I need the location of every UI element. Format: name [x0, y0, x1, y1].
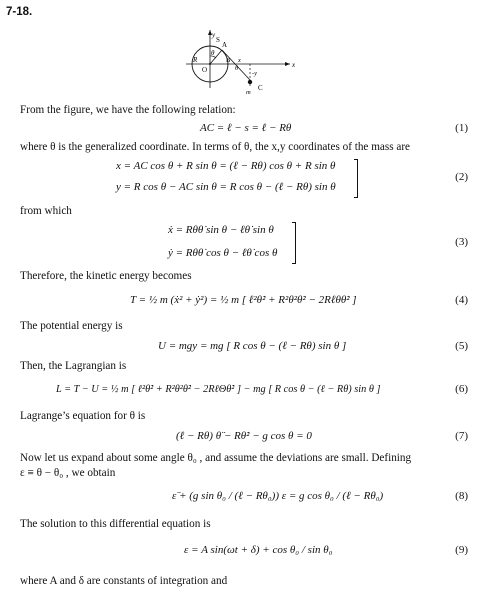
bracket-3 [292, 222, 296, 264]
text-p9: The solution to this differential equation is [20, 518, 211, 530]
label-y: y [212, 31, 216, 39]
label-B: B [226, 57, 231, 64]
equation-7: (ℓ − Rθ) θ̈ − Rθ̇² − g cos θ = 0 [176, 430, 312, 442]
label-x-mid: x [238, 57, 241, 64]
eq-number-5: (5) [455, 340, 468, 352]
bracket-2 [354, 159, 358, 198]
label-m: m [246, 89, 251, 96]
equation-2b: y = R cos θ − AC sin θ = R cos θ − (ℓ − Rθ) sin θ [116, 181, 336, 193]
label-R: R [193, 56, 198, 64]
label-theta-top: θ [211, 49, 215, 57]
label-C: C [258, 84, 263, 92]
label-x-axis: x [292, 61, 296, 69]
label-O: O [202, 66, 208, 74]
text-p8b: ε ≡ θ − θ₀ , we obtain [20, 467, 116, 479]
text-p6: Then, the Lagrangian is [20, 360, 127, 372]
equation-5: U = mgy = mg [ R cos θ − (ℓ − Rθ) sin θ ] [158, 340, 347, 352]
eq-number-8: (8) [455, 490, 468, 502]
equation-4: T = ½ m (ẋ² + ẏ²) = ½ m [ ℓ²θ̇² + R²θ²θ̇² − 2Rℓθθ̇² ] [130, 294, 357, 306]
eq-number-3: (3) [455, 236, 468, 248]
label-theta-mid: θ [235, 65, 239, 72]
eq-number-6: (6) [455, 383, 468, 395]
text-p10: where A and δ are constants of integration and [20, 575, 228, 587]
x-axis-arrow [285, 62, 290, 66]
eq-number-9: (9) [455, 544, 468, 556]
equation-3b: ẏ = Rθθ̇ cos θ − ℓθ̇ cos θ [168, 247, 278, 259]
label-s: S [216, 36, 220, 44]
equation-2a: x = AC cos θ + R sin θ = (ℓ − Rθ) cos θ + R sin θ [116, 160, 336, 172]
text-p1: From the figure, we have the following relation: [20, 104, 236, 116]
equation-3a: ẋ = Rθθ̇ sin θ − ℓθ̇ sin θ [168, 224, 274, 236]
eq-number-2: (2) [455, 171, 468, 183]
equation-8: ε̈ + (g sin θ₀ / (ℓ − Rθ₀)) ε = g cos θ₀ / (ℓ − Rθ₀) [172, 490, 384, 502]
text-p8a: Now let us expand about some angle θ₀ , and assume the deviations are small. Defining [20, 452, 412, 464]
equation-9: ε = A sin(ωt + δ) + cos θ₀ / sin θ₀ [184, 544, 333, 556]
text-p7: Lagrange’s equation for θ is [20, 410, 146, 422]
eq-number-4: (4) [455, 294, 468, 306]
equation-6: L = T − U = ½ m [ ℓ²θ̇² + R²θ²θ̇² − 2RℓΘθ̇² ] − mg [ R cos θ − (ℓ − Rθ) sin θ ] [56, 384, 381, 395]
equation-1: AC = ℓ − s = ℓ − Rθ [200, 122, 292, 134]
text-p2: where θ is the generalized coordinate. In terms of θ, the x,y coordinates of the mass are [20, 141, 411, 153]
text-p4: Therefore, the kinetic energy becomes [20, 270, 192, 282]
problem-number: 7-18. [6, 6, 33, 18]
text-p5: The potential energy is [20, 320, 123, 332]
mass [248, 80, 252, 84]
eq-number-7: (7) [455, 430, 468, 442]
label-A: A [222, 41, 228, 49]
text-p3: from which [20, 205, 72, 217]
eq-number-1: (1) [455, 122, 468, 134]
label-neg-y: -y [252, 70, 258, 77]
figure-diagram [178, 28, 308, 100]
